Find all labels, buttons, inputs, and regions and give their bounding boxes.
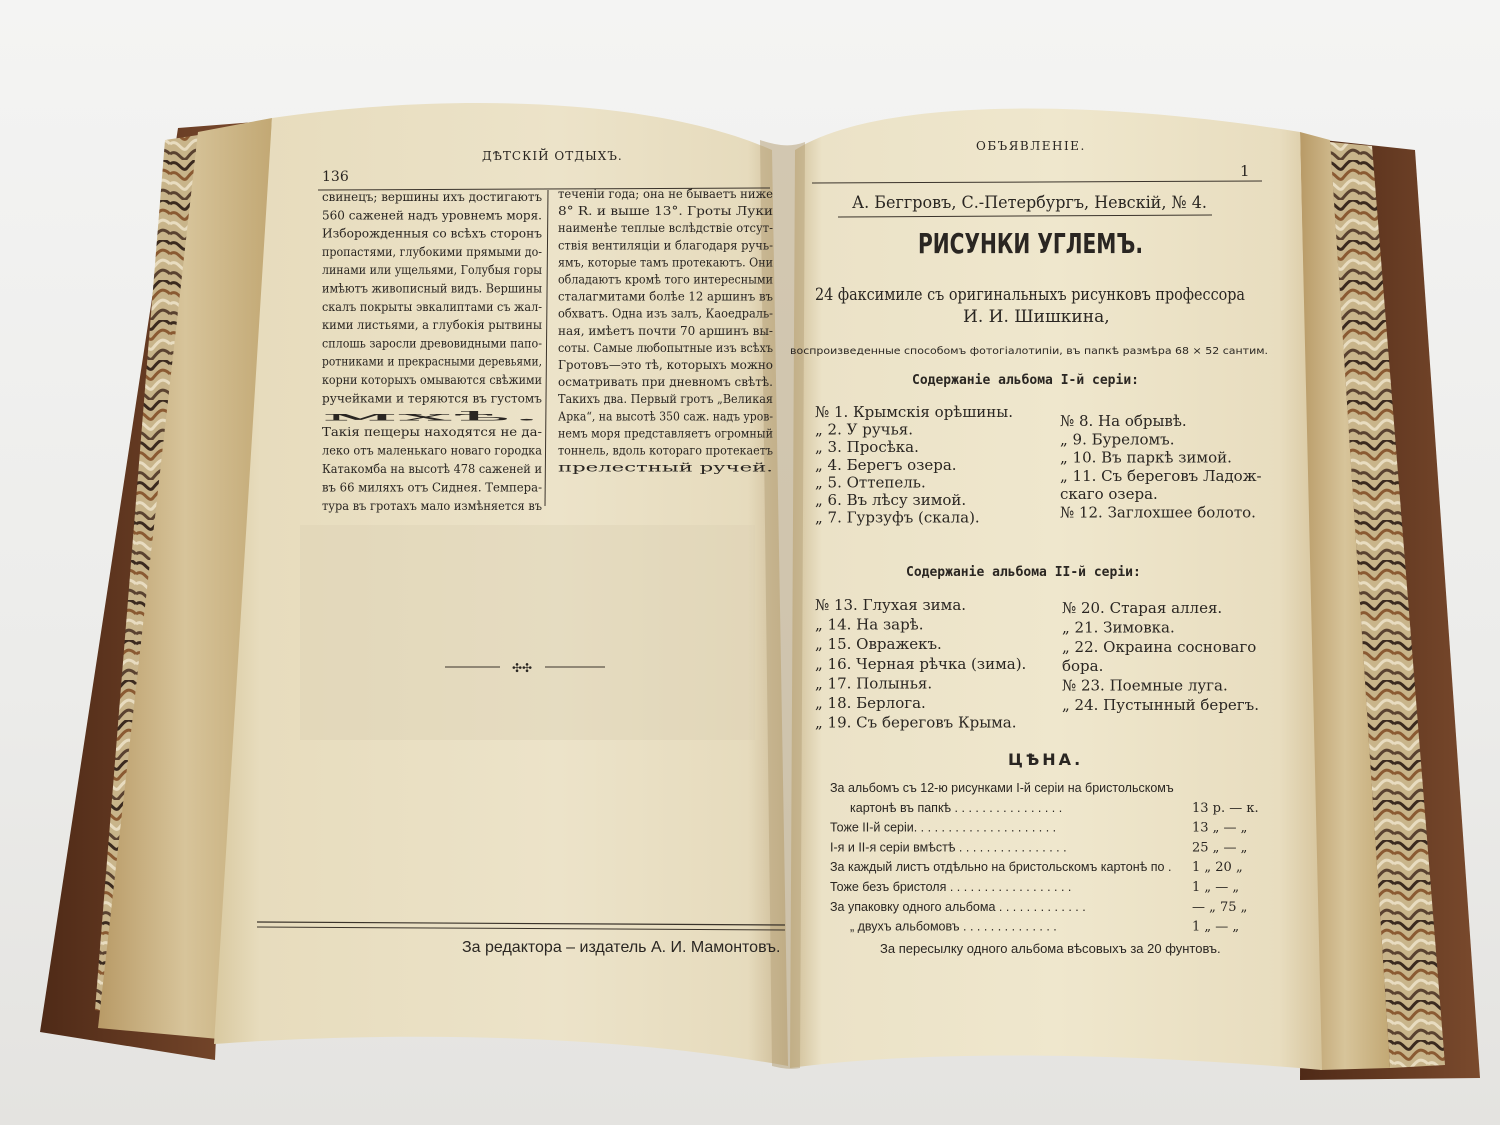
series-2-item: „ 14. На зарѣ. [815,615,924,634]
series-1-item: „ 2. У ручья. [815,420,913,439]
body-text-line: теченіи года; она не бываетъ ниже [558,187,773,201]
series-2-heading: Содержаніе альбома II-й серіи: [906,565,1141,580]
body-text-line: ная, имѣетъ почти 70 аршинъ вы- [558,323,773,338]
series-2-item: бора. [1062,657,1104,676]
body-text-line: прелестный ручей. [558,460,773,475]
body-text-line: 560 саженей надъ уровнемъ моря. [322,208,542,223]
price-row-label: За альбомъ съ 12-ю рисунками I-й серіи на бристольскомъ [830,781,1174,795]
body-text-line: Такихъ два. Первый гротъ „Великая [558,392,773,407]
series-1-item: „ 10. Въ паркѣ зимой. [1060,448,1232,467]
series-1-item: „ 4. Берегъ озера. [815,455,957,474]
series-1-item: „ 9. Буреломъ. [1060,430,1175,449]
series-2-item: „ 19. Съ береговъ Крыма. [815,713,1017,732]
body-text-line: линами или ущельями, Голубыя горы [322,263,543,278]
series-2-item: „ 16. Черная рѣчка (зима). [815,654,1027,673]
body-text-line: Изборожденныя со всѣхъ сторонъ [322,226,543,241]
price-row-label: Тоже безъ бристоля . . . . . . . . . . . . . . . . . . [830,880,1072,894]
series-1-heading: Содержаніе альбома I-й серіи: [912,373,1139,388]
price-row-label: I-я и II-я серіи вмѣстѣ . . . . . . . . . . . . . . . . [830,840,1067,855]
series-2-item: № 20. Старая аллея. [1062,599,1223,617]
price-row-value: — „ 75 „ [1192,899,1248,915]
left-column-text-b [558,187,773,475]
price-row-value: 13 „ — „ [1192,820,1248,836]
body-text-line: ямъ, которые тамъ протекаютъ. Они [558,255,773,270]
series-2-item: „ 22. Окраина сосноваго [1062,637,1257,656]
body-text-line: кими листьями, а глубокія рытвины [322,318,543,333]
price-row-label: За каждый листъ отдѣльно на бристольскомъ картонѣ по . [830,860,1172,875]
body-text-line: ручейками и теряются въ густомъ [322,391,543,406]
price-row-label: картонѣ въ папкѣ . . . . . . . . . . . . . . . . [850,800,1063,815]
body-text-line: Катакомба на высотѣ 478 саженей и [322,462,542,476]
price-row-value: 1 „ — „ [1192,880,1240,895]
price-row-label: Тоже II-й серіи. . . . . . . . . . . . . . . . . . . . . [830,820,1057,835]
price-row-value: 1 „ 20 „ [1192,860,1243,876]
body-text-line: леко отъ маленькаго новаго городка [322,443,542,458]
price-heading: ЦѢНА. [1008,750,1084,769]
series-2-item: № 13. Глухая зима. [815,596,967,614]
series-1-item: „ 6. Въ лѣсу зимой. [815,491,967,509]
body-text-line: сталагмитами болѣе 12 аршинъ въ [558,289,774,304]
body-text-line: обладаютъ кромѣ того интересными [558,272,774,287]
body-text-line: обхватъ. Одна изъ залъ, Каоедраль- [558,306,773,321]
series-1-item: № 1. Крымскія орѣшины. [815,403,1013,421]
series-2-item: „ 17. Полынья. [815,674,933,693]
body-text-line: наименѣе теплые вслѣдствіе отсут- [558,221,773,236]
series-1-item: „ 7. Гурзуфъ (скала). [815,508,980,527]
left-running-head: ДѢТСКІЙ ОТДЫХЪ. [482,149,623,163]
body-text-line: сплошь заросли древовидными папо- [322,336,542,351]
right-page-number: 1 [1240,162,1250,180]
body-text-line: немъ моря представляетъ огромный [558,426,773,441]
ad-subtitle-3: воспроизведенные способомъ фотогіалотипіи, въ папкѣ размѣра 68 × 52 сантим. [790,346,1225,357]
body-text-line: въ 66 миляхъ отъ Сиднея. Темпера- [322,480,542,495]
ad-subtitle-2: И. И. Шишкина, [963,307,1110,327]
series-1-item: „ 11. Съ береговъ Ладож- [1060,466,1262,485]
left-page-number: 136 [322,169,349,185]
ad-subtitle-1: 24 факсимиле съ оригинальныхъ рисунковъ профессора [815,285,1245,305]
series-1-item: скаго озера. [1060,485,1158,504]
series-2-item: „ 15. Овражекъ. [815,635,942,654]
body-text-line: тура въ гротахъ мало измѣняется въ [322,499,543,513]
series-2-item: „ 18. Берлога. [815,694,926,712]
body-text-line: корни которыхъ омываются свѣжими [322,373,543,387]
body-text-line: свинецъ; вершины ихъ достигаютъ [322,190,543,204]
series-1-item: „ 5. Оттепель. [815,473,926,492]
body-text-line: Такія пещеры находятся не да- [322,425,542,439]
price-row-value: 13 р. — к. [1192,800,1259,816]
price-row-label: „ двухъ альбомовъ . . . . . . . . . . . . . . [850,919,1057,934]
body-text-line: тоннель, вдоль котораго протекаетъ [558,443,774,458]
price-row-value: 25 „ — „ [1192,840,1248,856]
body-text-line: имѣютъ живописный видъ. Вершины [322,281,543,296]
body-text-line: осматривать при дневномъ свѣтѣ. [558,375,773,390]
body-text-line: пропастями, глубокими прямыми до- [322,244,542,259]
body-text-line: 8° R. и выше 13°. Гроты Луки [558,204,773,219]
series-1-item: „ 3. Просѣка. [815,438,919,457]
body-text-line: Арка“, на высотѣ 350 саж. надъ уров- [558,409,773,424]
body-text-line: ствія вентиляціи и благодаря ручь- [558,238,773,253]
ornament: ✣✣ [512,661,533,675]
price-row-value: 1 „ — „ [1192,919,1240,935]
left-page-faded-illustration [300,525,755,740]
body-text-line: Гротовъ—это тѣ, которыхъ можно [558,358,773,372]
body-text-line: мхѣ. [322,409,542,424]
publisher-line: А. Беггровъ, С.-Петербургъ, Невскій, № 4. [852,193,1207,213]
right-running-head: ОБЪЯВЛЕНІЕ. [976,139,1086,153]
series-2-item: № 23. Поемные луга. [1062,676,1228,695]
body-text-line: ротниками и прекрасными деревьями, [322,354,542,369]
series-2-item: „ 24. Пустынный берегъ. [1062,696,1259,714]
shipping-note: За пересылку одного альбома вѣсовыхъ за 20 фунтовъ. [880,941,1221,956]
body-text-line: соты. Самые любопытные изъ всѣхъ [558,340,774,355]
series-1-item: № 12. Заглохшее болото. [1060,503,1256,522]
ad-title: РИСУНКИ УГЛЕМЪ. [918,227,1143,260]
price-row-label: За упаковку одного альбома . . . . . . . . . . . . . [830,899,1086,914]
body-text-line: скалъ покрыты эвкалиптами съ жал- [322,299,542,314]
series-1-item: № 8. На обрывѣ. [1060,412,1187,430]
left-page-footer: За редактора – издатель А. И. Мамонтовъ. [462,939,781,956]
series-2-item: „ 21. Зимовка. [1062,618,1175,637]
